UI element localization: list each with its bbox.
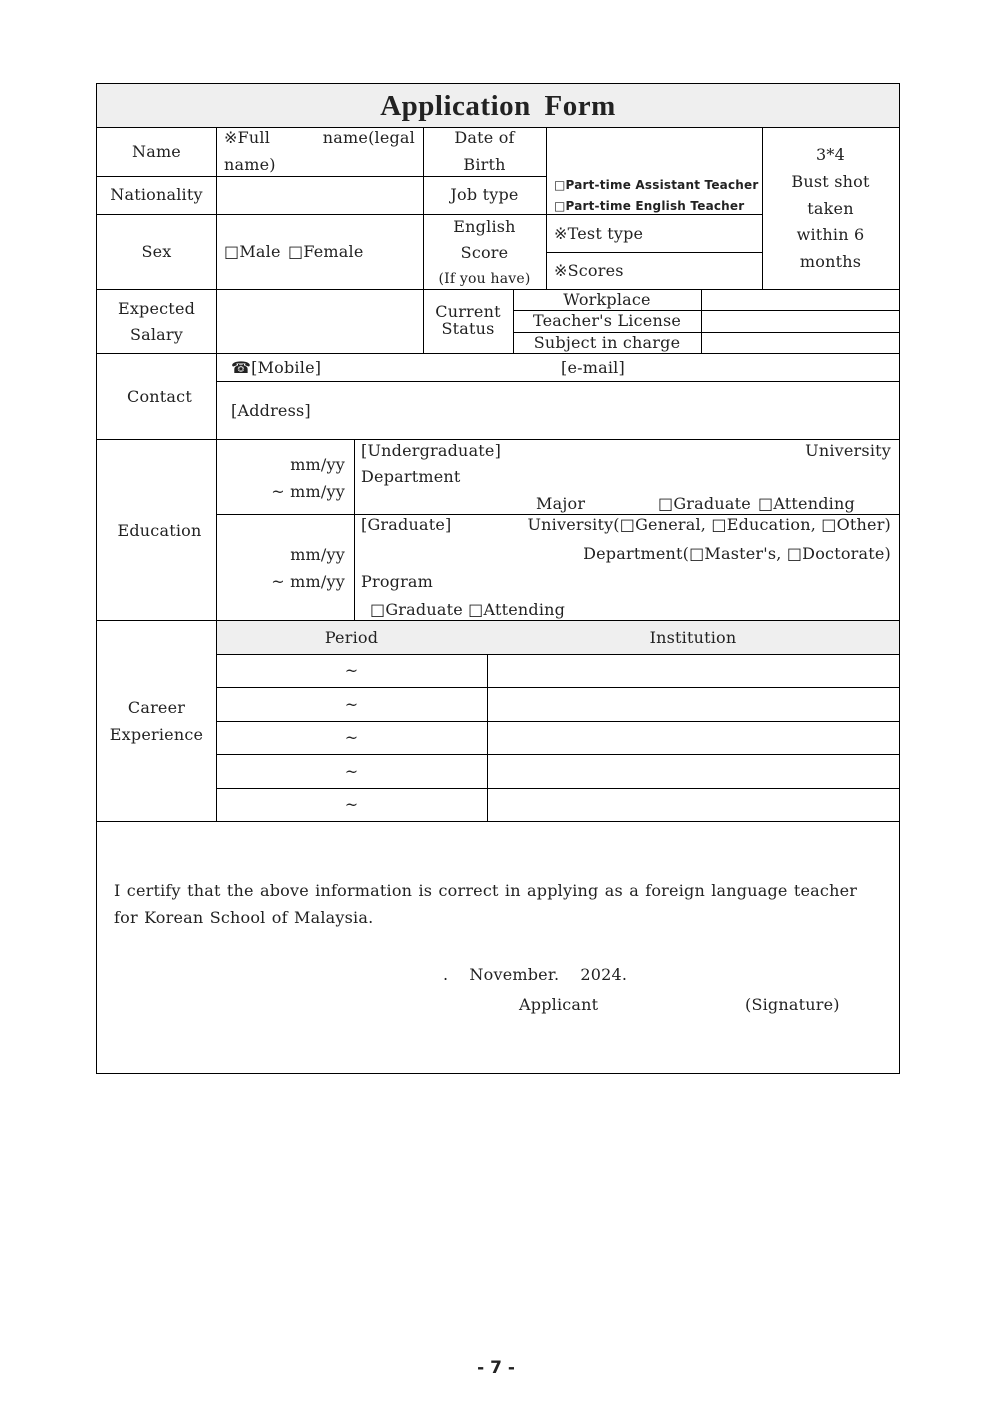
career-period-row-1[interactable]: ~ <box>344 661 359 680</box>
grad-status-checkboxes[interactable]: □Graduate □Attending <box>370 600 566 619</box>
certify-date[interactable]: . November. 2024. <box>443 965 628 984</box>
signature-label[interactable]: (Signature) <box>745 995 840 1014</box>
career-col-institution: Institution <box>649 628 737 647</box>
sex-label: Sex <box>141 242 172 261</box>
photo-line3: taken <box>807 199 854 218</box>
license-label: Teacher's License <box>532 311 682 330</box>
scores-field[interactable]: ※Scores <box>554 261 624 280</box>
salary-label-1: Expected <box>117 299 196 318</box>
english-score-label-1: English <box>453 217 516 236</box>
page-number: - 7 - <box>477 1358 515 1378</box>
undergrad-university[interactable]: University <box>805 441 891 460</box>
education-label: Education <box>117 521 202 540</box>
career-period-row-5[interactable]: ~ <box>344 795 359 814</box>
form-title: Application Form <box>380 90 616 122</box>
certify-line1: I certify that the above information is correct in applying as a foreign language teacher <box>114 881 858 900</box>
career-period-row-4[interactable]: ~ <box>344 762 359 781</box>
english-score-label-2: Score <box>460 243 509 262</box>
current-status-label-2: Status <box>441 319 495 338</box>
english-score-label-3: (If you have) <box>438 271 531 287</box>
undergrad-date-start[interactable]: mm/yy <box>290 455 345 474</box>
salary-label-2: Salary <box>129 325 184 344</box>
name-placeholder-right[interactable]: name(legal <box>322 128 415 147</box>
undergrad-major[interactable]: Major <box>536 494 586 513</box>
email-field[interactable]: [e-mail] <box>561 358 625 377</box>
grad-university[interactable]: University(□General, □Education, □Other) <box>527 515 891 534</box>
contact-label: Contact <box>127 387 192 406</box>
sex-male-checkbox[interactable]: □Male <box>224 242 281 261</box>
mobile-field[interactable]: ☎[Mobile] <box>231 358 322 377</box>
applicant-label: Applicant <box>519 995 599 1014</box>
career-col-period: Period <box>324 628 379 647</box>
undergrad-date-end[interactable]: ~ mm/yy <box>271 482 345 501</box>
job-option-english[interactable]: □Part-time English Teacher <box>554 199 745 213</box>
grad-date-end[interactable]: ~ mm/yy <box>271 572 345 591</box>
nationality-label: Nationality <box>110 185 203 204</box>
career-label-1: Career <box>127 698 186 717</box>
photo-line4: within 6 <box>796 225 865 244</box>
dob-label-line2: Birth <box>463 155 506 174</box>
photo-line5: months <box>799 252 862 271</box>
dob-label-line1: Date of <box>454 128 515 147</box>
undergrad-attending-checkbox[interactable]: □Attending <box>758 494 855 513</box>
name-placeholder-left[interactable]: ※Full <box>224 128 271 147</box>
test-type-field[interactable]: ※Test type <box>554 224 644 243</box>
sex-female-checkbox[interactable]: □Female <box>288 242 364 261</box>
workplace-label: Workplace <box>563 290 651 309</box>
grad-program[interactable]: Program <box>361 572 434 591</box>
address-field[interactable]: [Address] <box>231 401 311 420</box>
nationality-field[interactable] <box>217 177 422 213</box>
salary-field[interactable] <box>217 290 422 352</box>
undergrad-graduate-checkbox[interactable]: □Graduate <box>658 494 751 513</box>
subject-label: Subject in charge <box>533 333 681 352</box>
dob-field[interactable] <box>547 128 761 175</box>
career-period-row-3[interactable]: ~ <box>344 728 359 747</box>
subject-field[interactable] <box>702 333 899 353</box>
undergrad-department[interactable]: Department <box>361 467 461 486</box>
application-form <box>96 83 900 1074</box>
job-option-assistant[interactable]: □Part-time Assistant Teacher <box>554 178 759 192</box>
current-status-label-1: Current <box>435 302 501 321</box>
job-type-label: Job type <box>450 185 519 204</box>
career-label-2: Experience <box>109 725 204 744</box>
undergrad-heading: [Undergraduate] <box>361 441 502 460</box>
photo-line2: Bust shot <box>791 172 870 191</box>
workplace-field[interactable] <box>702 290 899 310</box>
grad-date-start[interactable]: mm/yy <box>290 545 345 564</box>
grad-department[interactable]: Department(□Master's, □Doctorate) <box>583 544 891 563</box>
career-period-row-2[interactable]: ~ <box>344 695 359 714</box>
name-label: Name <box>132 142 181 161</box>
name-placeholder-line2[interactable]: name) <box>224 155 276 174</box>
grad-heading: [Graduate] <box>361 515 452 534</box>
license-field[interactable] <box>702 311 899 332</box>
certify-line2: for Korean School of Malaysia. <box>114 908 374 927</box>
photo-size: 3*4 <box>816 145 845 164</box>
